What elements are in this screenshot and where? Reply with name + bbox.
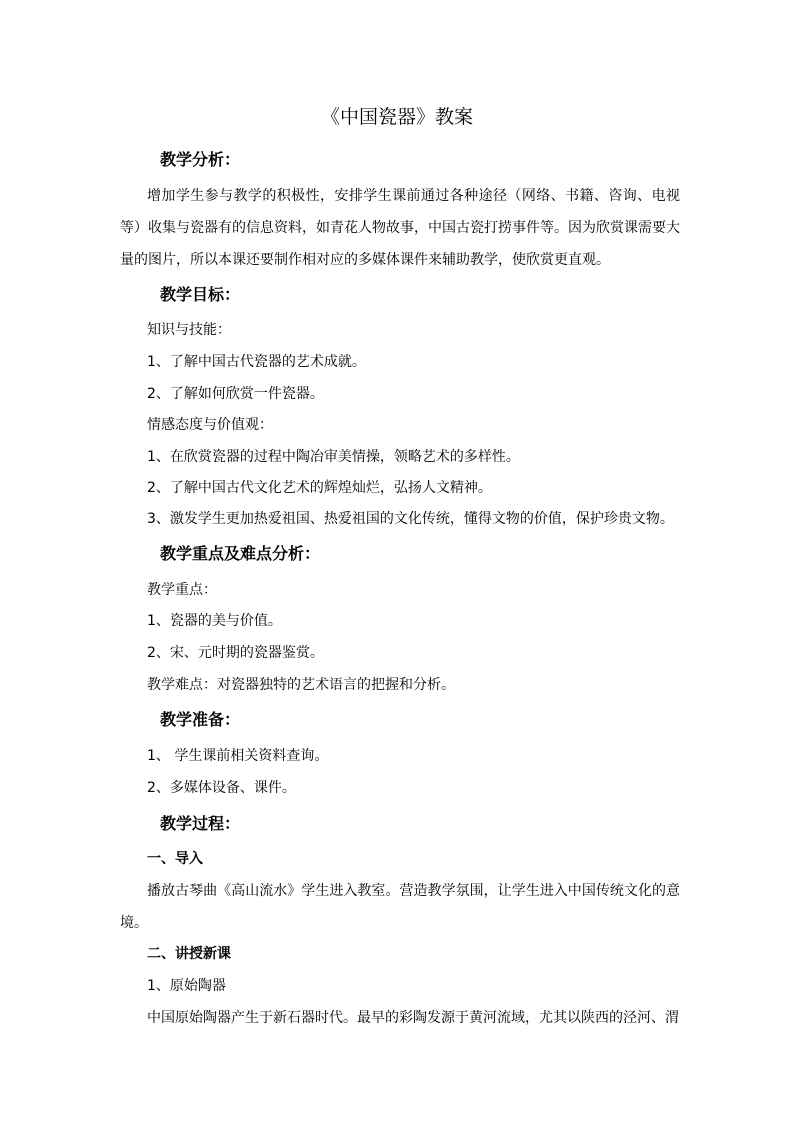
emotion-item: 1、在欣赏瓷器的过程中陶冶审美情操，领略艺术的多样性。 bbox=[147, 449, 520, 465]
emotion-item: 2、了解中国古代文化艺术的辉煌灿烂，弘扬人文精神。 bbox=[147, 480, 492, 496]
goals-heading: 教学目标： bbox=[160, 285, 241, 304]
new-lesson-paragraph: 中国原始陶器产生于新石器时代。最早的彩陶发源于黄河流域，尤其以陕西的泾河、渭 bbox=[147, 1010, 679, 1026]
knowledge-item: 2、了解如何欣赏一件瓷器。 bbox=[147, 386, 324, 402]
knowledge-item: 1、了解中国古代瓷器的艺术成就。 bbox=[147, 354, 366, 370]
preparation-item: 1、 学生课前相关资料查询。 bbox=[147, 748, 329, 764]
preparation-heading: 教学准备： bbox=[160, 710, 241, 729]
page-title: 《中国瓷器》教案 bbox=[320, 106, 473, 128]
new-lesson-subheading: 二、讲授新课 bbox=[147, 946, 231, 962]
focus-label: 教学重点： bbox=[147, 582, 217, 598]
emotion-label: 情感态度与价值观： bbox=[147, 417, 273, 433]
knowledge-label: 知识与技能： bbox=[147, 322, 231, 338]
intro-paragraph: 播放古琴曲《高山流水》学生进入教室。营造教学氛围，让学生进入中国传统文化的意境。 bbox=[120, 883, 680, 931]
emotion-item: 3、激发学生更加热爱祖国、热爱祖国的文化传统，懂得文物的价值，保护珍贵文物。 bbox=[147, 511, 674, 527]
difficulty-line: 教学难点：对瓷器独特的艺术语言的把握和分析。 bbox=[147, 677, 455, 693]
focus-item: 2、宋、元时期的瓷器鉴赏。 bbox=[147, 645, 324, 661]
analysis-paragraph: 增加学生参与教学的积极性，安排学生课前通过各种途径（网络、书籍、咨询、电视等）收集与瓷器有的信息资料，如青花人物故事，中国古瓷打捞事件等。因为欣赏课需要大量的图片，所以本课还要制作相对应的多媒体课件来辅助教学，使欣赏更直观。 bbox=[120, 188, 680, 268]
new-lesson-item: 1、原始陶器 bbox=[147, 978, 226, 994]
process-heading: 教学过程： bbox=[160, 814, 241, 833]
key-points-heading: 教学重点及难点分析： bbox=[160, 544, 321, 563]
focus-item: 1、瓷器的美与价值。 bbox=[147, 613, 282, 629]
preparation-item: 2、多媒体设备、课件。 bbox=[147, 780, 296, 796]
analysis-heading: 教学分析： bbox=[160, 150, 241, 169]
intro-subheading: 一、导入 bbox=[147, 851, 203, 867]
